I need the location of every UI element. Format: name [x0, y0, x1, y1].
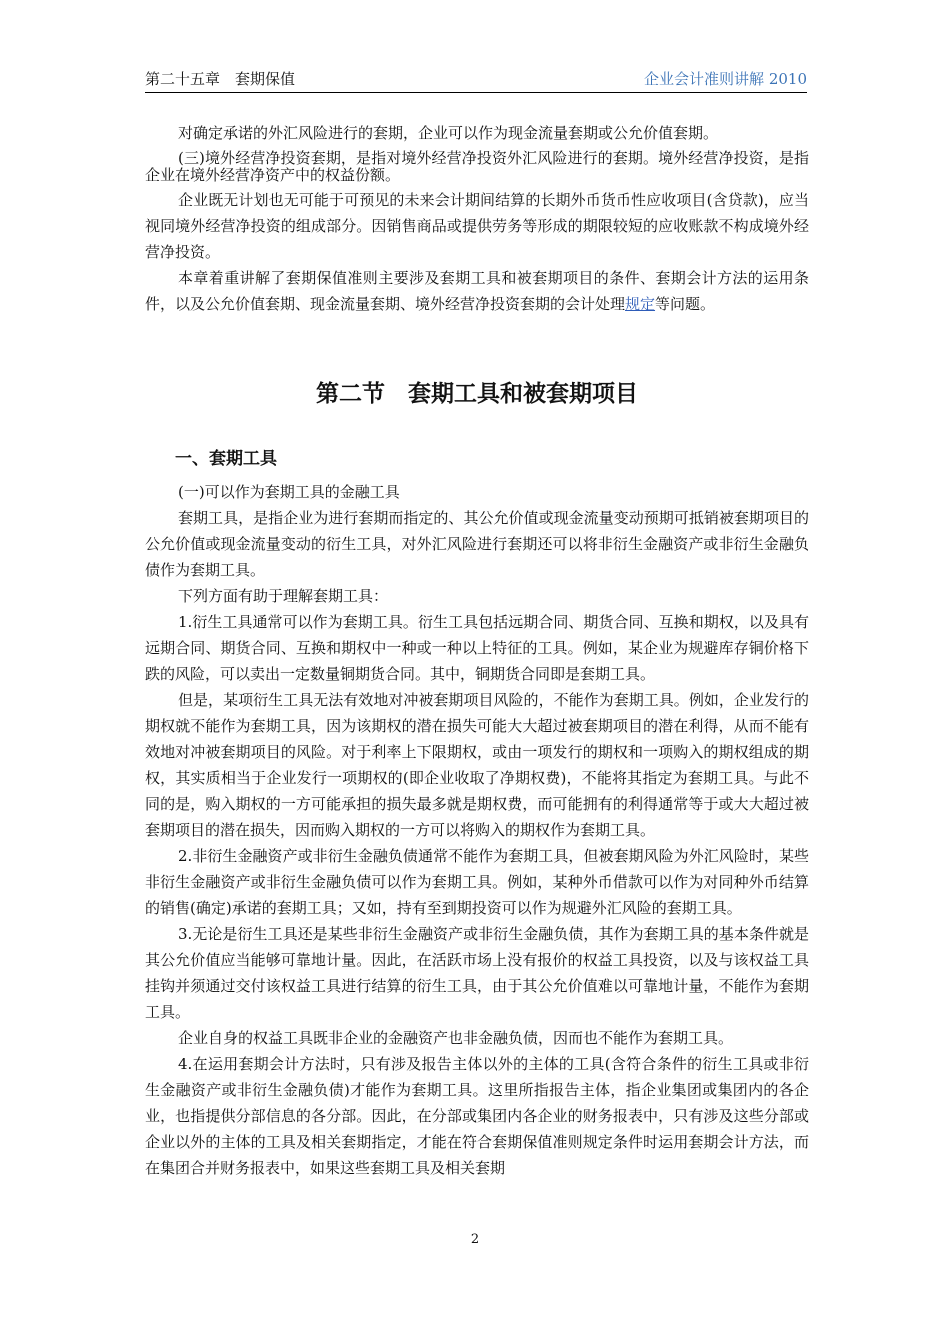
intro-paragraph-1: 对确定承诺的外汇风险进行的套期，企业可以作为现金流量套期或公允价值套期。 [178, 124, 719, 142]
intro-paragraph-4-tail: 等问题。 [655, 295, 716, 313]
body-paragraph: 4.在运用套期会计方法时，只有涉及报告主体以外的主体的工具(含符合条件的衍生工具或非衍生金融资产或非衍生金融负债)才能作为套期工具。这里所指报告主体，指企业集团或集团内的各企业，也指提供分部信息的各分部。因此，在分部或集团内各企业的财务报表中，只有涉及这些分部或企业以外的主体的工具及相关套期指定，才能在符合套期保值准则规定条件时运用套期会计方法，而在集团合并财务报表中，如果这些套期工具及相关套期 [145, 1055, 809, 1177]
intro-paragraph-4 [145, 265, 809, 317]
page-content [145, 120, 809, 1181]
intro-paragraph-2: (三)境外经营净投资套期，是指对境外经营净投资外汇风险进行的套期。境外经营净投资，是指企业在境外经营净资产中的权益份额。 [145, 149, 809, 184]
page-number: 2 [470, 1232, 480, 1247]
body-paragraph: 1.衍生工具通常可以作为套期工具。衍生工具包括远期合同、期货合同、互换和期权，以及具有远期合同、期货合同、互换和期权中一种或一种以上特征的工具。例如，某企业为规避库存铜价格下跌的风险，可以卖出一定数量铜期货合同。其中，铜期货合同即是套期工具。 [145, 613, 809, 683]
body-paragraph: 套期工具，是指企业为进行套期而指定的、其公允价值或现金流量变动预期可抵销被套期项目的公允价值或现金流量变动的衍生工具，对外汇风险进行套期还可以将非衍生金融资产或非衍生金融负债作为套期工具。 [145, 509, 809, 579]
subsection-item-heading: (一)可以作为套期工具的金融工具 [178, 483, 400, 501]
intro-paragraph-4-text: 本章着重讲解了套期保值准则主要涉及套期工具和被套期项目的条件、套期会计方法的运用条件，以及公允价值套期、现金流量套期、境外经营净投资套期的会计处理 [145, 269, 809, 313]
intro-paragraph-3: 企业既无计划也无可能于可预见的未来会计期间结算的长期外币货币性应收项目(含贷款)，应当视同境外经营净投资的组成部分。因销售商品或提供劳务等形成的期限较短的应收账款不构成境外经营净投资。 [145, 191, 809, 261]
section-title: 第二节 套期工具和被套期项目 [316, 381, 638, 407]
body-paragraph: 企业自身的权益工具既非企业的金融资产也非金融负债，因而也不能作为套期工具。 [178, 1029, 734, 1047]
chapter-title: 第二十五章 套期保值 [145, 70, 296, 88]
body-paragraph: 2.非衍生金融资产或非衍生金融负债通常不能作为套期工具，但被套期风险为外汇风险时，某些非衍生金融资产或非衍生金融负债可以作为套期工具。例如，某种外币借款可以作为对同种外币结算的销售(确定)承诺的套期工具；又如，持有至到期投资可以作为规避外汇风险的套期工具。 [145, 847, 809, 917]
body-paragraph: 下列方面有助于理解套期工具： [178, 587, 389, 605]
book-title: 企业会计准则讲解 2010 [644, 70, 807, 88]
regulation-link[interactable]: 规定 [625, 295, 656, 313]
body-paragraph: 但是，某项衍生工具无法有效地对冲被套期项目风险的，不能作为套期工具。例如，企业发行的期权就不能作为套期工具，因为该期权的潜在损失可能大大超过被套期项目的潜在利得，从而不能有效地对冲被套期项目的风险。对于利率上下限期权，或由一项发行的期权和一项购入的期权组成的期权，其实质相当于企业发行一项期权的(即企业收取了净期权费)，不能将其指定为套期工具。与此不同的是，购入期权的一方可能承担的损失最多就是期权费，而可能拥有的利得通常等于或大大超过被套期项目的潜在损失，因而购入期权的一方可以将购入的期权作为套期工具。 [145, 691, 809, 839]
page-header [145, 66, 807, 93]
subsection-heading: 一、套期工具 [175, 449, 277, 469]
body-paragraph: 3.无论是衍生工具还是某些非衍生金融资产或非衍生金融负债，其作为套期工具的基本条件就是其公允价值应当能够可靠地计量。因此，在活跃市场上没有报价的权益工具投资，以及与该权益工具挂钩并须通过交付该权益工具进行结算的衍生工具，由于其公允价值难以可靠地计量，不能作为套期工具。 [145, 925, 809, 1021]
